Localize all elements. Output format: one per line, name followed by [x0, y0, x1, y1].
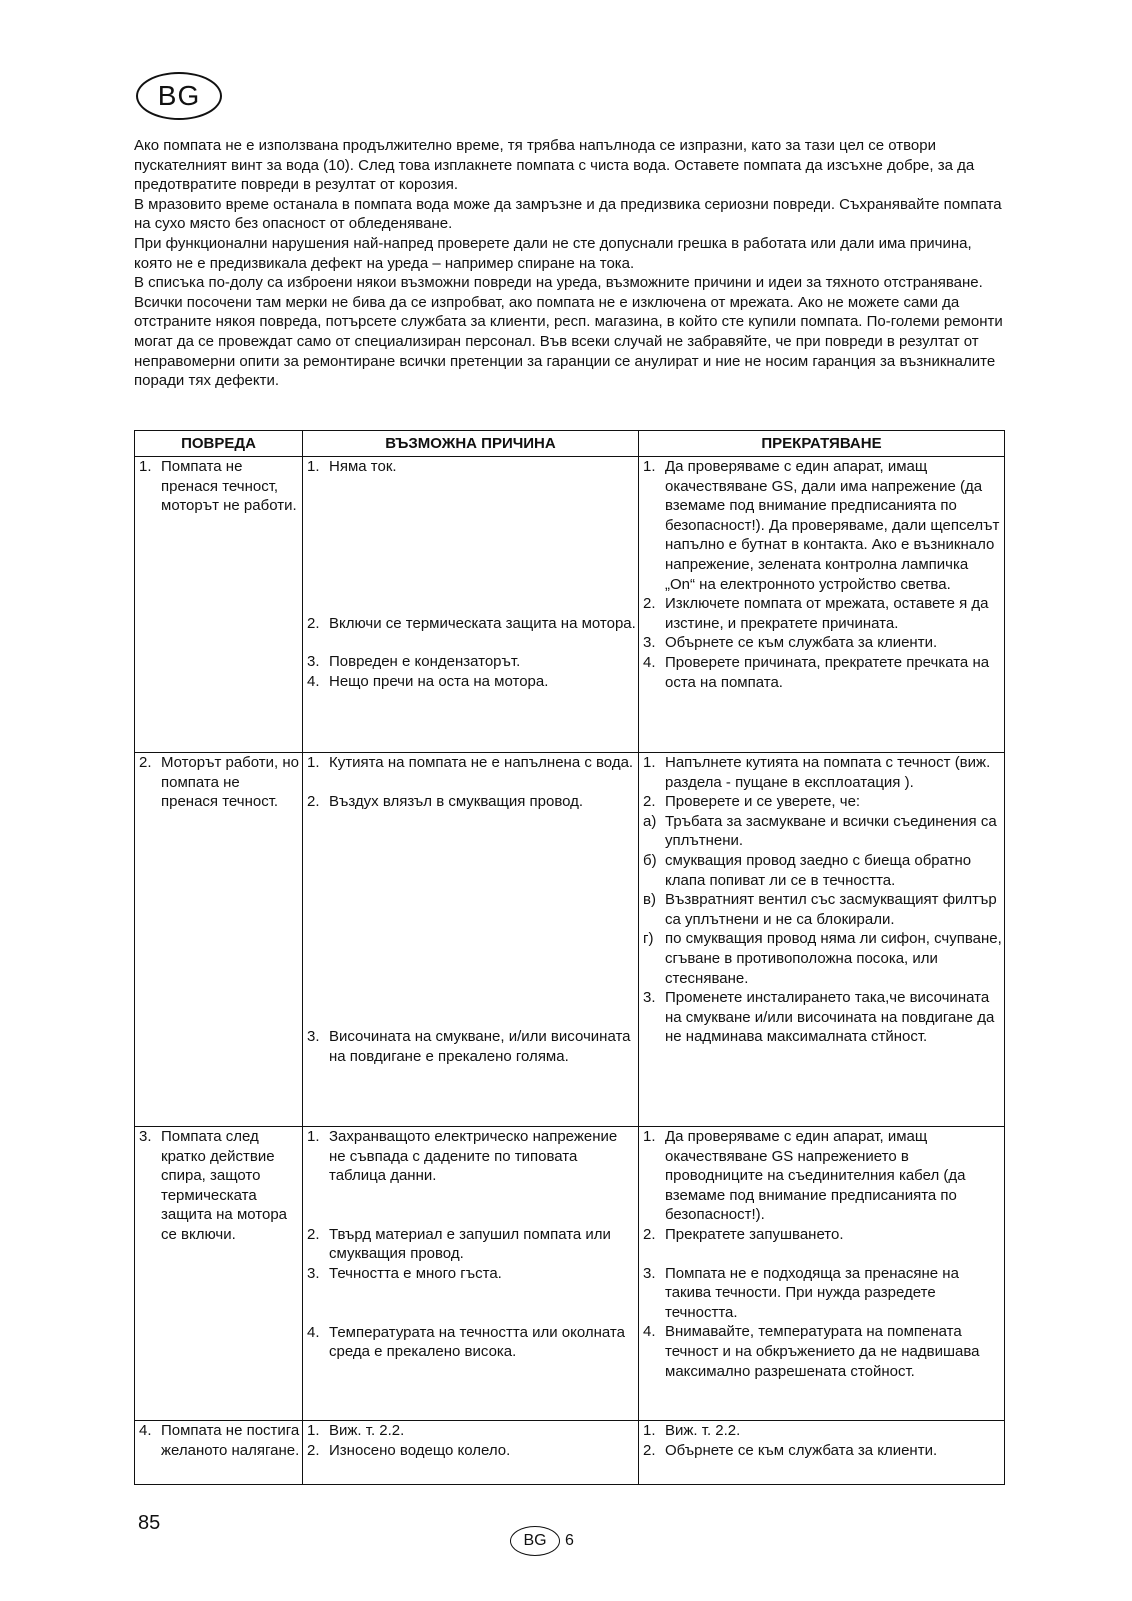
cause-cell [303, 457, 639, 753]
remedy-item: 2. Прекратете запушването. [643, 1225, 844, 1243]
intro-paragraph: При функционални нарушения най-напред проверете дали не сте допуснали грешка в работата или дали има причина, която не е предизвикала дефект на уреда – например спиране на тока. [134, 234, 972, 272]
remedy-item: 2. Обърнете се към службата за клиенти. [643, 1441, 938, 1459]
footer [510, 1526, 574, 1556]
remedy-cell [639, 1421, 1005, 1485]
remedy-item: 1. Да проверяваме с един апарат, имащ окачествяване GS напрежението в проводниците на съединителния кабел (да вземаме под внимание предписанията по безопасност!). [643, 1128, 966, 1224]
intro-paragraph: В мразовито време останала в помпата вода може да замръзне и да предизвика сериозни повреди. Съхранявайте помпата на сухо място без опасност от обледеняване. [134, 195, 1002, 233]
cause-item: 3. Повреден е кондензаторът. [307, 653, 521, 671]
cause-item: 3. Течността е много гъста. [307, 1264, 502, 1282]
header-fault: ПОВРЕДА [135, 431, 303, 457]
remedy-item: 4. Внимавайте, температурата на помпената течност и на обкръжението да не надвишава максимално разрешената стойност. [643, 1323, 980, 1380]
table-row [135, 1421, 1005, 1485]
footer-sub-page: 6 [565, 1532, 574, 1549]
remedy-cell [639, 457, 1005, 753]
remedy-item: 3. Обърнете се към службата за клиенти. [643, 634, 938, 652]
cause-item: 4. Температурата на течността или околната среда е прекалено висока. [307, 1323, 625, 1361]
fault-cell [135, 457, 303, 753]
table-row [135, 457, 1005, 753]
cause-item: 2. Въздух влязъл в смукващия провод. [307, 792, 584, 810]
cause-item: 2. Включи се термическата защита на мотора. [307, 614, 636, 632]
remedy-subitem: в) Възвратният вентил със засмукващият филтър са уплътнени и не са блокирали. [643, 891, 997, 928]
remedy-item: 3. Помпата не е подходяща за пренасяне на такива течности. При нужда разредете течността. [643, 1264, 959, 1321]
remedy-subitem: а) Тръбата за засмукване и всички съединения са уплътнени. [643, 812, 997, 850]
remedy-item: 2. Проверете и се уверете, че: [643, 793, 861, 811]
fault-item: 3. Помпата след кратко действие спира, защото термическата защита на мотора се включи. [139, 1128, 287, 1243]
table-row [135, 753, 1005, 1127]
remedy-item: 1. Виж. т. 2.2. [643, 1422, 741, 1439]
intro-paragraph: В списъка по-долу са изброени някои възможни повреди на уреда, възможните причини и идеи за тяхното отстраняване. Всички посочени там мерки не бива да се изпробват, ако помпата не е изключена от мрежата. Ако не можете сами да отстраните някоя повреда, потърсете службата за клиенти, респ. магазина, в който сте купили помпата. По-големи ремонти могат да се провеждат само от специализиран персонал. Във всеки случай не забравяйте, че при повреди в резултат от неправомерни опити за ремонтиране всички претенции за гаранции се анулират и ние не носим гаранция за възникналите поради тях дефекти. [134, 274, 1003, 390]
table-row [135, 1127, 1005, 1421]
cause-item: 4. Нещо пречи на оста на мотора. [307, 672, 549, 690]
remedy-cell [639, 753, 1005, 1127]
cause-item: 1. Виж. т. 2.2. [307, 1422, 405, 1439]
remedy-item: 4. Проверете причината, прекратете пречката на оста на помпата. [643, 653, 990, 691]
remedy-item: 1. Да проверяваме с един апарат, имащ окачествяване GS, дали има напрежение (да вземаме под внимание предписанията по безопасност!). Да проверяваме, дали щепселът напълно е бутнат в контакта. Ако е възникнало напрежение, зелената контролна лампичка „On“ на електронното устройство светва. [643, 458, 1000, 593]
fault-item: 4. Помпата не постига желаното налягане. [139, 1422, 300, 1459]
cause-item: 1. Кутията на помпата не е напълнена с вода. [307, 754, 634, 771]
intro-paragraph: Ако помпата не е използвана продължително време, тя трябва напълнода се изпразни, като за тази цел се отвори пускателният винт за вода (10). След това изплакнете помпата с чиста вода. Оставете помпата да изсъхне добре, за да предотвратите повреди в резултат от корозия. [134, 137, 975, 194]
footer-logo-text: BG [523, 1532, 547, 1549]
cause-cell [303, 1127, 639, 1421]
troubleshooting-table [134, 430, 1005, 1485]
cause-item: 1. Захранващото електрическо напрежение не съвпада с дадените по типовата таблица данни. [307, 1128, 618, 1185]
header-cause: ВЪЗМОЖНА ПРИЧИНА [303, 431, 639, 457]
cause-cell [303, 1421, 639, 1485]
bg-logo-text: BG [157, 80, 201, 111]
cause-item: 2. Износено водещо колело. [307, 1441, 511, 1459]
fault-cell [135, 1127, 303, 1421]
remedy-item: 2. Изключете помпата от мрежата, оставете я да изстине, и прекратете причината. [643, 595, 989, 632]
fault-cell [135, 1421, 303, 1485]
cause-cell [303, 753, 639, 1127]
remedy-subitem: б) смукващия провод заедно с биеща обратно клапа попиват ли се в течността. [643, 851, 972, 889]
header-remedy: ПРЕКРАТЯВАНЕ [639, 431, 1005, 457]
remedy-item: 1. Напълнете кутията на помпата с течност (виж. раздела - пущане в експлоатация ). [643, 754, 991, 791]
remedy-item: 3. Променете инсталирането така,че височината на смукване и/или височината на повдигане да не надминава максималната стйност. [643, 989, 995, 1046]
fault-item: 1. Помпата не пренася течност, моторът не работи. [139, 458, 297, 515]
cause-item: 1. Няма ток. [307, 458, 397, 475]
remedy-cell [639, 1127, 1005, 1421]
cause-item: 2. Твърд материал е запушил помпата или смукващия провод. [307, 1225, 611, 1263]
page-number: 85 [138, 1512, 161, 1534]
remedy-subitem: г) по смукващия провод няма ли сифон, счупване, сгъване в противоположна посока, или стесняване. [643, 930, 1002, 987]
bg-language-logo [136, 72, 222, 120]
footer-bg-logo [510, 1526, 560, 1556]
cause-item: 3. Височината на смукване, и/или височината на повдигане е прекалено голяма. [307, 1028, 631, 1065]
fault-cell [135, 753, 303, 1127]
intro-text [134, 136, 1004, 391]
fault-item: 2. Моторът работи, но помпата не пренася течност. [139, 754, 299, 811]
table-header-row [135, 431, 1005, 457]
